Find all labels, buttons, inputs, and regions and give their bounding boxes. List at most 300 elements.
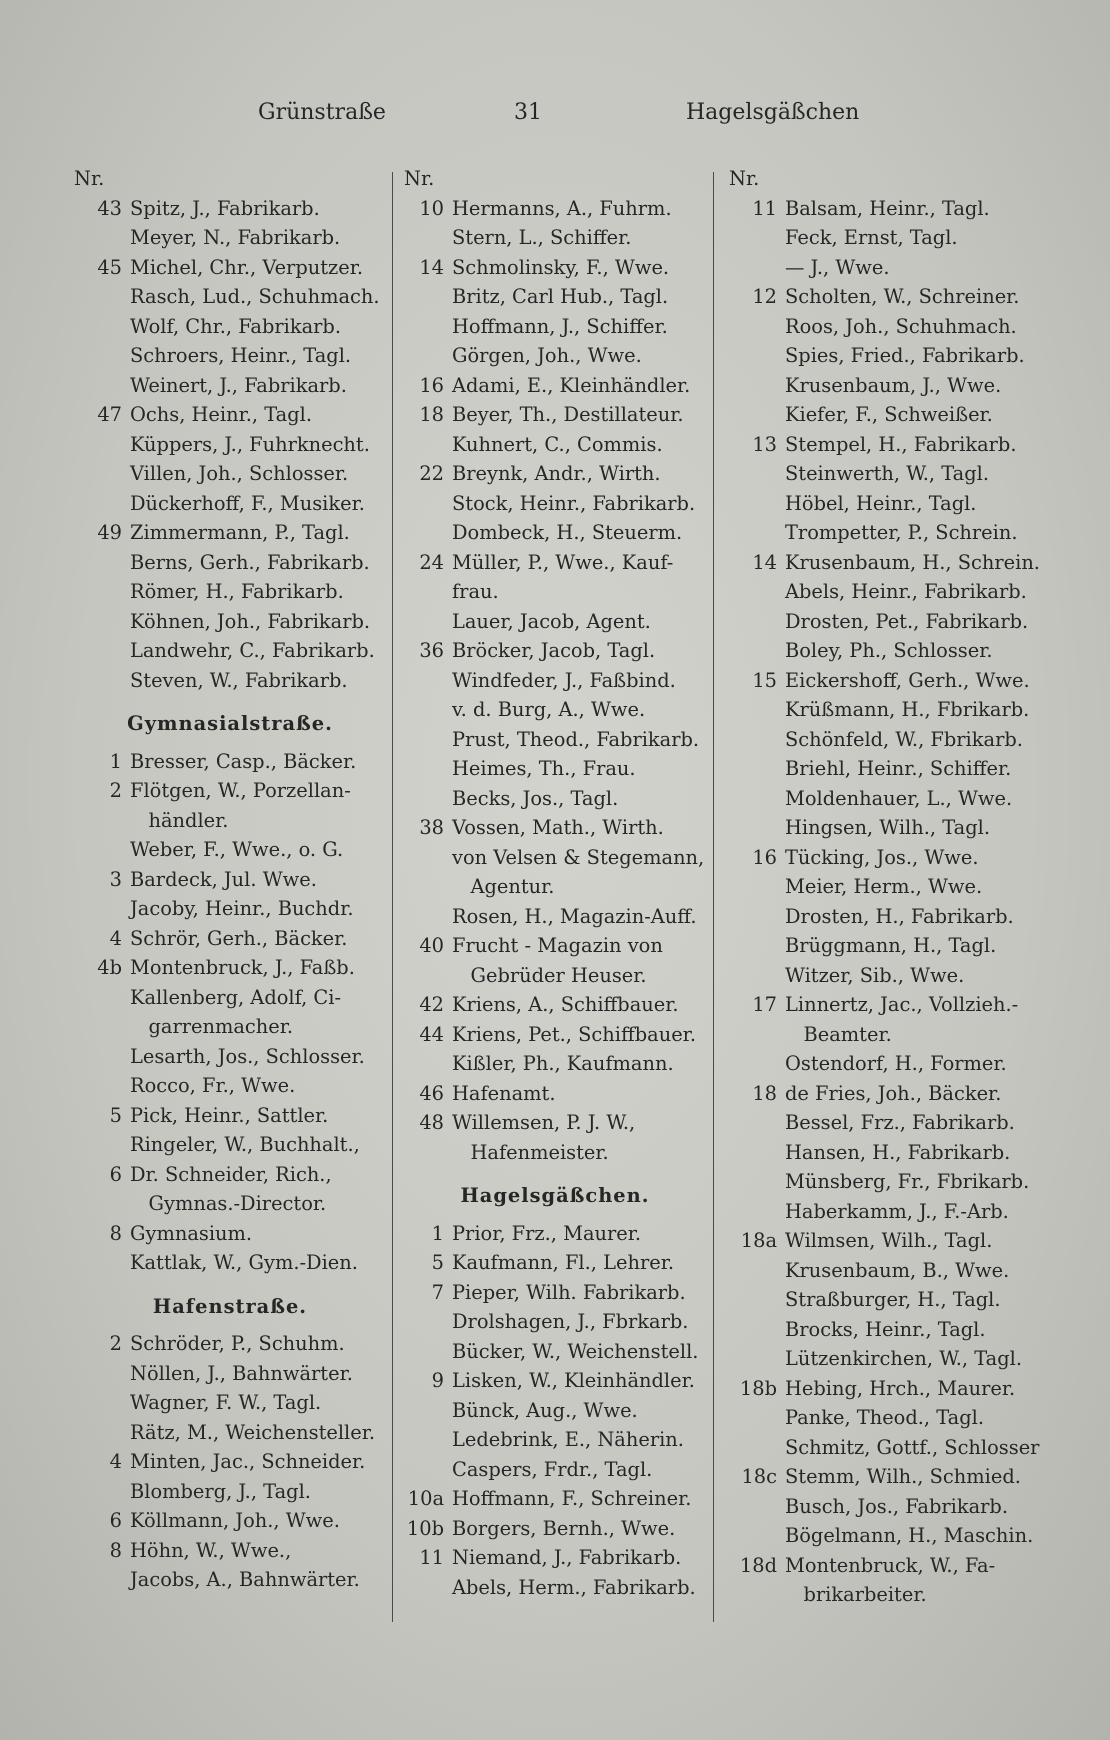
directory-entry xyxy=(400,843,710,873)
resident-text: Britz, Carl Hub., Tagl. xyxy=(452,285,669,308)
directory-entry xyxy=(725,223,1045,253)
house-number: 10b xyxy=(406,1516,444,1540)
resident-text: Drolshagen, J., Fbrkarb. xyxy=(452,1310,689,1333)
directory-entry xyxy=(70,1160,390,1190)
directory-entry xyxy=(70,983,390,1013)
resident-text: Bröcker, Jacob, Tagl. xyxy=(452,639,656,662)
resident-text: Schönfeld, W., Fbrikarb. xyxy=(785,727,1023,751)
directory-entry xyxy=(725,312,1045,342)
house-number: 16 xyxy=(419,373,444,397)
resident-text: Balsam, Heinr., Tagl. xyxy=(785,196,990,220)
house-number: 36 xyxy=(419,639,444,662)
resident-text: Wagner, F. W., Tagl. xyxy=(130,1391,322,1414)
directory-entry xyxy=(725,1344,1045,1374)
directory-entry xyxy=(400,725,710,755)
resident-text: Küppers, J., Fuhrknecht. xyxy=(130,432,370,456)
resident-text: Ringeler, W., Buchhalt., xyxy=(130,1133,360,1156)
house-number: 40 xyxy=(419,934,444,957)
column-divider xyxy=(713,172,714,1622)
directory-entry xyxy=(400,990,710,1020)
resident-text: Ochs, Heinr., Tagl. xyxy=(130,403,312,426)
directory-entry xyxy=(400,1514,710,1544)
street-heading: Hagelsgäßchen. xyxy=(460,1184,650,1207)
house-number: 10a xyxy=(407,1487,444,1510)
directory-entry xyxy=(400,194,710,224)
house-number: 18 xyxy=(752,1081,777,1105)
directory-entry xyxy=(70,194,390,224)
resident-text: Stern, L., Schiffer. xyxy=(452,226,632,249)
resident-text: Borgers, Bernh., Wwe. xyxy=(452,1516,676,1540)
directory-entry xyxy=(70,1130,390,1160)
resident-text: Kriens, Pet., Schiffbauer. xyxy=(452,1022,696,1046)
house-number: 2 xyxy=(109,1332,122,1355)
resident-text: Hoffmann, J., Schiffer. xyxy=(452,314,668,338)
directory-entry xyxy=(400,784,710,814)
house-number: 8 xyxy=(109,1538,122,1562)
directory-entry xyxy=(400,1484,710,1514)
house-number: 18b xyxy=(739,1376,777,1400)
directory-entry xyxy=(725,194,1045,224)
resident-text: Blomberg, J., Tagl. xyxy=(130,1479,311,1503)
directory-entry xyxy=(70,341,390,371)
resident-text: Schmitz, Gottf., Schlosser xyxy=(785,1435,1040,1459)
directory-entry xyxy=(70,1565,390,1595)
nr-column-label: Nr. xyxy=(729,167,760,190)
resident-text: Montenbruck, W., Fa- xyxy=(785,1553,996,1577)
resident-text: Drosten, H., Fabrikarb. xyxy=(785,904,1014,928)
directory-entry xyxy=(725,371,1045,401)
directory-entry xyxy=(725,489,1045,519)
directory-entry xyxy=(70,253,390,283)
house-number: 1 xyxy=(431,1221,444,1245)
resident-text: Krüßmann, H., Fbrikarb. xyxy=(785,698,1030,721)
resident-text: Haberkamm, J., F.-Arb. xyxy=(785,1199,1009,1223)
resident-text: Lesarth, Jos., Schlosser. xyxy=(130,1044,365,1068)
directory-entry xyxy=(400,961,710,991)
directory-entry xyxy=(725,1049,1045,1079)
directory-entry xyxy=(70,1329,390,1359)
directory-entry xyxy=(400,518,710,548)
resident-text: händler. xyxy=(130,808,229,832)
house-number: 3 xyxy=(109,867,122,891)
resident-text: Abels, Herm., Fabrikarb. xyxy=(452,1575,696,1599)
resident-text: Panke, Theod., Tagl. xyxy=(785,1406,985,1429)
resident-text: Krusenbaum, B., Wwe. xyxy=(785,1258,1010,1282)
resident-text: Brüggmann, H., Tagl. xyxy=(785,934,997,957)
directory-entry xyxy=(70,489,390,519)
directory-entry xyxy=(70,1248,390,1278)
directory-entry xyxy=(70,1012,390,1042)
resident-text: Minten, Jac., Schneider. xyxy=(130,1450,366,1473)
house-number: 46 xyxy=(419,1081,444,1105)
resident-text: Görgen, Joh., Wwe. xyxy=(452,344,642,367)
directory-entry xyxy=(725,1079,1045,1109)
house-number: 16 xyxy=(752,845,777,869)
resident-text: Lisken, W., Kleinhändler. xyxy=(452,1369,695,1392)
directory-entry xyxy=(400,400,710,430)
directory-entry xyxy=(70,518,390,548)
resident-text: Vossen, Math., Wirth. xyxy=(452,816,664,839)
directory-entry xyxy=(725,666,1045,696)
directory-entry xyxy=(400,1425,710,1455)
house-number: 42 xyxy=(419,993,444,1016)
directory-entry xyxy=(400,1138,710,1168)
resident-text: Hingsen, Wilh., Tagl. xyxy=(785,816,990,839)
directory-entry xyxy=(725,1433,1045,1463)
house-number: 48 xyxy=(419,1111,444,1134)
directory-entry xyxy=(725,282,1045,312)
directory-entry xyxy=(725,1108,1045,1138)
directory-entry xyxy=(70,430,390,460)
resident-text: Montenbruck, J., Faßb. xyxy=(130,956,355,979)
directory-entry xyxy=(70,371,390,401)
directory-entry xyxy=(725,607,1045,637)
directory-entry xyxy=(725,253,1045,283)
house-number: 17 xyxy=(752,993,777,1016)
resident-text: Bünck, Aug., Wwe. xyxy=(452,1398,638,1422)
house-number: 18d xyxy=(739,1553,777,1577)
resident-text: Spitz, J., Fabrikarb. xyxy=(130,196,320,220)
resident-text: Berns, Gerh., Fabrikarb. xyxy=(130,550,370,574)
resident-text: Scholten, W., Schreiner. xyxy=(785,285,1020,308)
directory-entry xyxy=(70,223,390,253)
resident-text: Weber, F., Wwe., o. G. xyxy=(130,838,344,861)
resident-text: Straßburger, H., Tagl. xyxy=(785,1288,1001,1311)
resident-text: Schrör, Gerh., Bäcker. xyxy=(130,926,348,950)
resident-text: Heimes, Th., Frau. xyxy=(452,757,636,780)
directory-entry xyxy=(725,1403,1045,1433)
resident-text: Hafenmeister. xyxy=(452,1140,609,1164)
directory-entry xyxy=(400,1219,710,1249)
house-number: 5 xyxy=(109,1103,122,1127)
resident-text: Nöllen, J., Bahnwärter. xyxy=(130,1361,353,1385)
directory-entry xyxy=(70,1388,390,1418)
resident-text: Lauer, Jacob, Agent. xyxy=(452,609,651,633)
directory-entry xyxy=(70,1359,390,1389)
directory-entry xyxy=(400,902,710,932)
resident-text: Krusenbaum, H., Schrein. xyxy=(785,550,1040,574)
directory-entry xyxy=(725,695,1045,725)
directory-entry xyxy=(725,636,1045,666)
header-street-left: Grünstraße xyxy=(258,100,386,125)
resident-text: Köhnen, Joh., Fabrikarb. xyxy=(130,609,371,633)
directory-entry xyxy=(70,924,390,954)
nr-column-label: Nr. xyxy=(74,167,105,190)
directory-entry xyxy=(70,312,390,342)
resident-text: Ostendorf, H., Former. xyxy=(785,1052,1007,1075)
resident-text: Niemand, J., Fabrikarb. xyxy=(452,1546,682,1569)
house-number: 7 xyxy=(431,1280,444,1304)
directory-entry xyxy=(400,371,710,401)
house-number: 14 xyxy=(752,550,777,574)
resident-text: Brocks, Heinr., Tagl. xyxy=(785,1317,986,1341)
directory-entry xyxy=(70,577,390,607)
resident-text: Kallenberg, Adolf, Ci- xyxy=(130,985,342,1009)
directory-entry xyxy=(70,1219,390,1249)
column-2 xyxy=(400,164,710,1602)
resident-text: Zimmermann, P., Tagl. xyxy=(130,521,350,544)
directory-entry xyxy=(725,1315,1045,1345)
resident-text: Dombeck, H., Steuerm. xyxy=(452,521,683,544)
house-number: 45 xyxy=(97,255,122,279)
directory-entry xyxy=(725,784,1045,814)
resident-text: Dr. Schneider, Rich., xyxy=(130,1162,332,1186)
directory-entry xyxy=(400,312,710,342)
directory-entry xyxy=(725,990,1045,1020)
header-street-right: Hagelsgäßchen xyxy=(686,100,860,125)
resident-text: Prust, Theod., Fabrikarb. xyxy=(452,727,700,751)
directory-entry xyxy=(725,400,1045,430)
resident-text: Agentur. xyxy=(452,875,555,898)
resident-text: Becks, Jos., Tagl. xyxy=(452,786,619,810)
resident-text: Bessel, Frz., Fabrikarb. xyxy=(785,1111,1015,1134)
directory-entry xyxy=(70,400,390,430)
resident-text: Caspers, Frdr., Tagl. xyxy=(452,1457,653,1481)
directory-entry xyxy=(70,607,390,637)
page-number: 31 xyxy=(514,100,542,125)
house-number: 18c xyxy=(741,1465,777,1488)
resident-text: Linnertz, Jac., Vollzieh.- xyxy=(785,993,1019,1016)
running-head xyxy=(0,100,1110,140)
resident-text: Willemsen, P. J. W., xyxy=(452,1111,636,1134)
directory-entry xyxy=(725,518,1045,548)
resident-text: Bögelmann, H., Maschin. xyxy=(785,1524,1034,1547)
directory-entry xyxy=(400,1307,710,1337)
house-number: 24 xyxy=(419,550,444,574)
resident-text: Wilmsen, Wilh., Tagl. xyxy=(785,1229,993,1252)
directory-entry xyxy=(725,1197,1045,1227)
directory-entry xyxy=(400,1337,710,1367)
resident-text: Gymnas.-Director. xyxy=(130,1192,327,1215)
house-number: 38 xyxy=(419,816,444,839)
directory-entry xyxy=(725,961,1045,991)
directory-entry xyxy=(400,1573,710,1603)
resident-text: Villen, Joh., Schlosser. xyxy=(130,462,349,485)
resident-text: Schmolinsky, F., Wwe. xyxy=(452,255,670,279)
resident-text: Eickershoff, Gerh., Wwe. xyxy=(785,668,1030,692)
directory-entry xyxy=(725,1167,1045,1197)
directory-entry xyxy=(70,666,390,696)
resident-text: Stempel, H., Fabrikarb. xyxy=(785,432,1017,456)
directory-entry xyxy=(400,1108,710,1138)
resident-text: Beyer, Th., Destillateur. xyxy=(452,403,684,426)
directory-entry xyxy=(725,1580,1045,1610)
house-number: 5 xyxy=(431,1251,444,1274)
directory-entry xyxy=(725,341,1045,371)
house-number: 1 xyxy=(109,749,122,773)
directory-entry xyxy=(70,282,390,312)
house-number: 22 xyxy=(419,462,444,485)
resident-text: Pieper, Wilh. Fabrikarb. xyxy=(452,1280,686,1304)
resident-text: Beamter. xyxy=(785,1022,892,1046)
resident-text: Kuhnert, C., Commis. xyxy=(452,432,663,456)
directory-entry xyxy=(400,754,710,784)
directory-entry xyxy=(400,282,710,312)
resident-text: Frucht - Magazin von xyxy=(452,934,663,957)
directory-entry xyxy=(400,636,710,666)
directory-entry xyxy=(725,1226,1045,1256)
house-number: 8 xyxy=(109,1221,122,1245)
resident-text: Höhn, W., Wwe., xyxy=(130,1538,292,1562)
house-number: 4b xyxy=(97,956,122,979)
house-number: 44 xyxy=(419,1022,444,1046)
directory-entry xyxy=(725,754,1045,784)
resident-text: Hermanns, A., Fuhrm. xyxy=(452,196,672,220)
directory-entry xyxy=(725,931,1045,961)
directory-entry xyxy=(400,1366,710,1396)
directory-entry xyxy=(400,1455,710,1485)
house-number: 11 xyxy=(419,1546,444,1569)
resident-text: Jacobs, A., Bahnwärter. xyxy=(130,1568,360,1591)
house-number: 13 xyxy=(752,432,777,456)
resident-text: Stemm, Wilh., Schmied. xyxy=(785,1465,1021,1488)
resident-text: Krusenbaum, J., Wwe. xyxy=(785,373,1002,397)
resident-text: Tücking, Jos., Wwe. xyxy=(785,845,979,869)
house-number: 43 xyxy=(97,196,122,220)
resident-text: Abels, Heinr., Fabrikarb. xyxy=(785,580,1027,603)
column-3 xyxy=(725,164,1045,1610)
directory-entry xyxy=(400,666,710,696)
directory-entry xyxy=(70,636,390,666)
resident-text: Hafenamt. xyxy=(452,1081,556,1105)
resident-text: Flötgen, W., Porzellan- xyxy=(130,779,351,802)
resident-text: Bardeck, Jul. Wwe. xyxy=(130,867,317,891)
house-number: 18a xyxy=(740,1229,777,1252)
resident-text: Rocco, Fr., Wwe. xyxy=(130,1074,296,1097)
resident-text: frau. xyxy=(452,580,499,603)
column-1 xyxy=(70,164,390,1595)
directory-entry xyxy=(70,459,390,489)
resident-text: Meier, Herm., Wwe. xyxy=(785,875,983,898)
directory-entry xyxy=(400,459,710,489)
house-number: 49 xyxy=(97,521,122,544)
directory-entry xyxy=(725,459,1045,489)
directory-entry xyxy=(400,872,710,902)
resident-text: Kriens, A., Schiffbauer. xyxy=(452,993,679,1016)
resident-text: Windfeder, J., Faßbind. xyxy=(452,668,676,692)
resident-text: Dückerhoff, F., Musiker. xyxy=(130,491,365,515)
house-number: 4 xyxy=(109,926,122,950)
directory-entry xyxy=(400,1543,710,1573)
resident-text: Weinert, J., Fabrikarb. xyxy=(130,373,347,397)
resident-text: Feck, Ernst, Tagl. xyxy=(785,226,958,249)
resident-text: Spies, Fried., Fabrikarb. xyxy=(785,344,1025,367)
directory-entry xyxy=(400,253,710,283)
resident-text: Bücker, W., Weichenstell. xyxy=(452,1339,699,1363)
directory-entry xyxy=(70,1042,390,1072)
directory-entry xyxy=(400,430,710,460)
directory-entry xyxy=(70,1418,390,1448)
directory-entry xyxy=(400,695,710,725)
resident-text: Wolf, Chr., Fabrikarb. xyxy=(130,314,341,338)
directory-entry xyxy=(70,1536,390,1566)
directory-entry xyxy=(70,776,390,806)
directory-entry xyxy=(400,341,710,371)
directory-entry xyxy=(400,489,710,519)
directory-entry xyxy=(400,548,710,578)
directory-entry xyxy=(70,1101,390,1131)
house-number: 12 xyxy=(752,285,777,308)
resident-text: Prior, Frz., Maurer. xyxy=(452,1221,642,1245)
street-heading: Hafenstraße. xyxy=(152,1294,308,1318)
house-number: 15 xyxy=(752,668,777,692)
resident-text: Steven, W., Fabrikarb. xyxy=(130,668,348,692)
directory-entry xyxy=(400,813,710,843)
resident-text: Rosen, H., Magazin-Auff. xyxy=(452,904,697,928)
directory-entry xyxy=(70,747,390,777)
resident-text: Kattlak, W., Gym.-Dien. xyxy=(130,1251,358,1274)
resident-text: Hebing, Hrch., Maurer. xyxy=(785,1376,1016,1400)
resident-text: Gymnasium. xyxy=(130,1221,253,1245)
directory-entry xyxy=(400,1049,710,1079)
resident-text: Hoffmann, F., Schreiner. xyxy=(452,1487,692,1510)
resident-text: Köllmann, Joh., Wwe. xyxy=(130,1509,340,1532)
resident-text: Michel, Chr., Verputzer. xyxy=(130,255,364,279)
resident-text: — J., Wwe. xyxy=(785,255,890,279)
directory-entry xyxy=(725,1256,1045,1286)
directory-entry xyxy=(70,1189,390,1219)
resident-text: Meyer, N., Fabrikarb. xyxy=(130,226,341,249)
column-divider xyxy=(392,172,393,1622)
directory-entry xyxy=(70,894,390,924)
resident-text: Pick, Heinr., Sattler. xyxy=(130,1103,329,1127)
directory-entry xyxy=(400,223,710,253)
resident-text: Bresser, Casp., Bäcker. xyxy=(130,749,357,773)
directory-entry xyxy=(70,1071,390,1101)
house-number: 47 xyxy=(97,403,122,426)
resident-text: Gebrüder Heuser. xyxy=(452,963,647,987)
nr-column-label: Nr. xyxy=(404,167,435,190)
directory-entry xyxy=(725,1492,1045,1522)
directory-entry xyxy=(725,1285,1045,1315)
directory-entry xyxy=(725,813,1045,843)
directory-entry xyxy=(725,577,1045,607)
resident-text: Ledebrink, E., Näherin. xyxy=(452,1428,684,1451)
resident-text: Landwehr, C., Fabrikarb. xyxy=(130,639,375,662)
resident-text: Römer, H., Fabrikarb. xyxy=(130,580,344,603)
resident-text: Müller, P., Wwe., Kauf- xyxy=(452,550,674,574)
directory-entry xyxy=(70,1447,390,1477)
resident-text: Kiefer, F., Schweißer. xyxy=(785,403,993,426)
directory-entry xyxy=(400,1396,710,1426)
directory-entry xyxy=(400,607,710,637)
directory-entry xyxy=(725,1551,1045,1581)
directory-entry xyxy=(70,835,390,865)
directory-entry xyxy=(725,1138,1045,1168)
directory-entry xyxy=(725,872,1045,902)
directory-entry xyxy=(70,865,390,895)
directory-entry xyxy=(70,953,390,983)
directory-entry xyxy=(400,1248,710,1278)
directory-entry xyxy=(70,548,390,578)
directory-entry xyxy=(70,806,390,836)
directory-entry xyxy=(725,1462,1045,1492)
directory-entry xyxy=(70,1506,390,1536)
resident-text: Briehl, Heinr., Schiffer. xyxy=(785,757,1012,780)
directory-entry xyxy=(400,577,710,607)
directory-entry xyxy=(725,1374,1045,1404)
resident-text: Busch, Jos., Fabrikarb. xyxy=(785,1494,1008,1518)
resident-text: Höbel, Heinr., Tagl. xyxy=(785,491,977,515)
resident-text: Moldenhauer, L., Wwe. xyxy=(785,786,1013,810)
directory-entry xyxy=(725,1020,1045,1050)
directory-entry xyxy=(725,548,1045,578)
directory-entry xyxy=(725,843,1045,873)
resident-text: Kißler, Ph., Kaufmann. xyxy=(452,1052,674,1075)
resident-text: Hansen, H., Fabrikarb. xyxy=(785,1140,1011,1164)
resident-text: Rasch, Lud., Schuhmach. xyxy=(130,285,380,308)
house-number: 10 xyxy=(419,196,444,220)
